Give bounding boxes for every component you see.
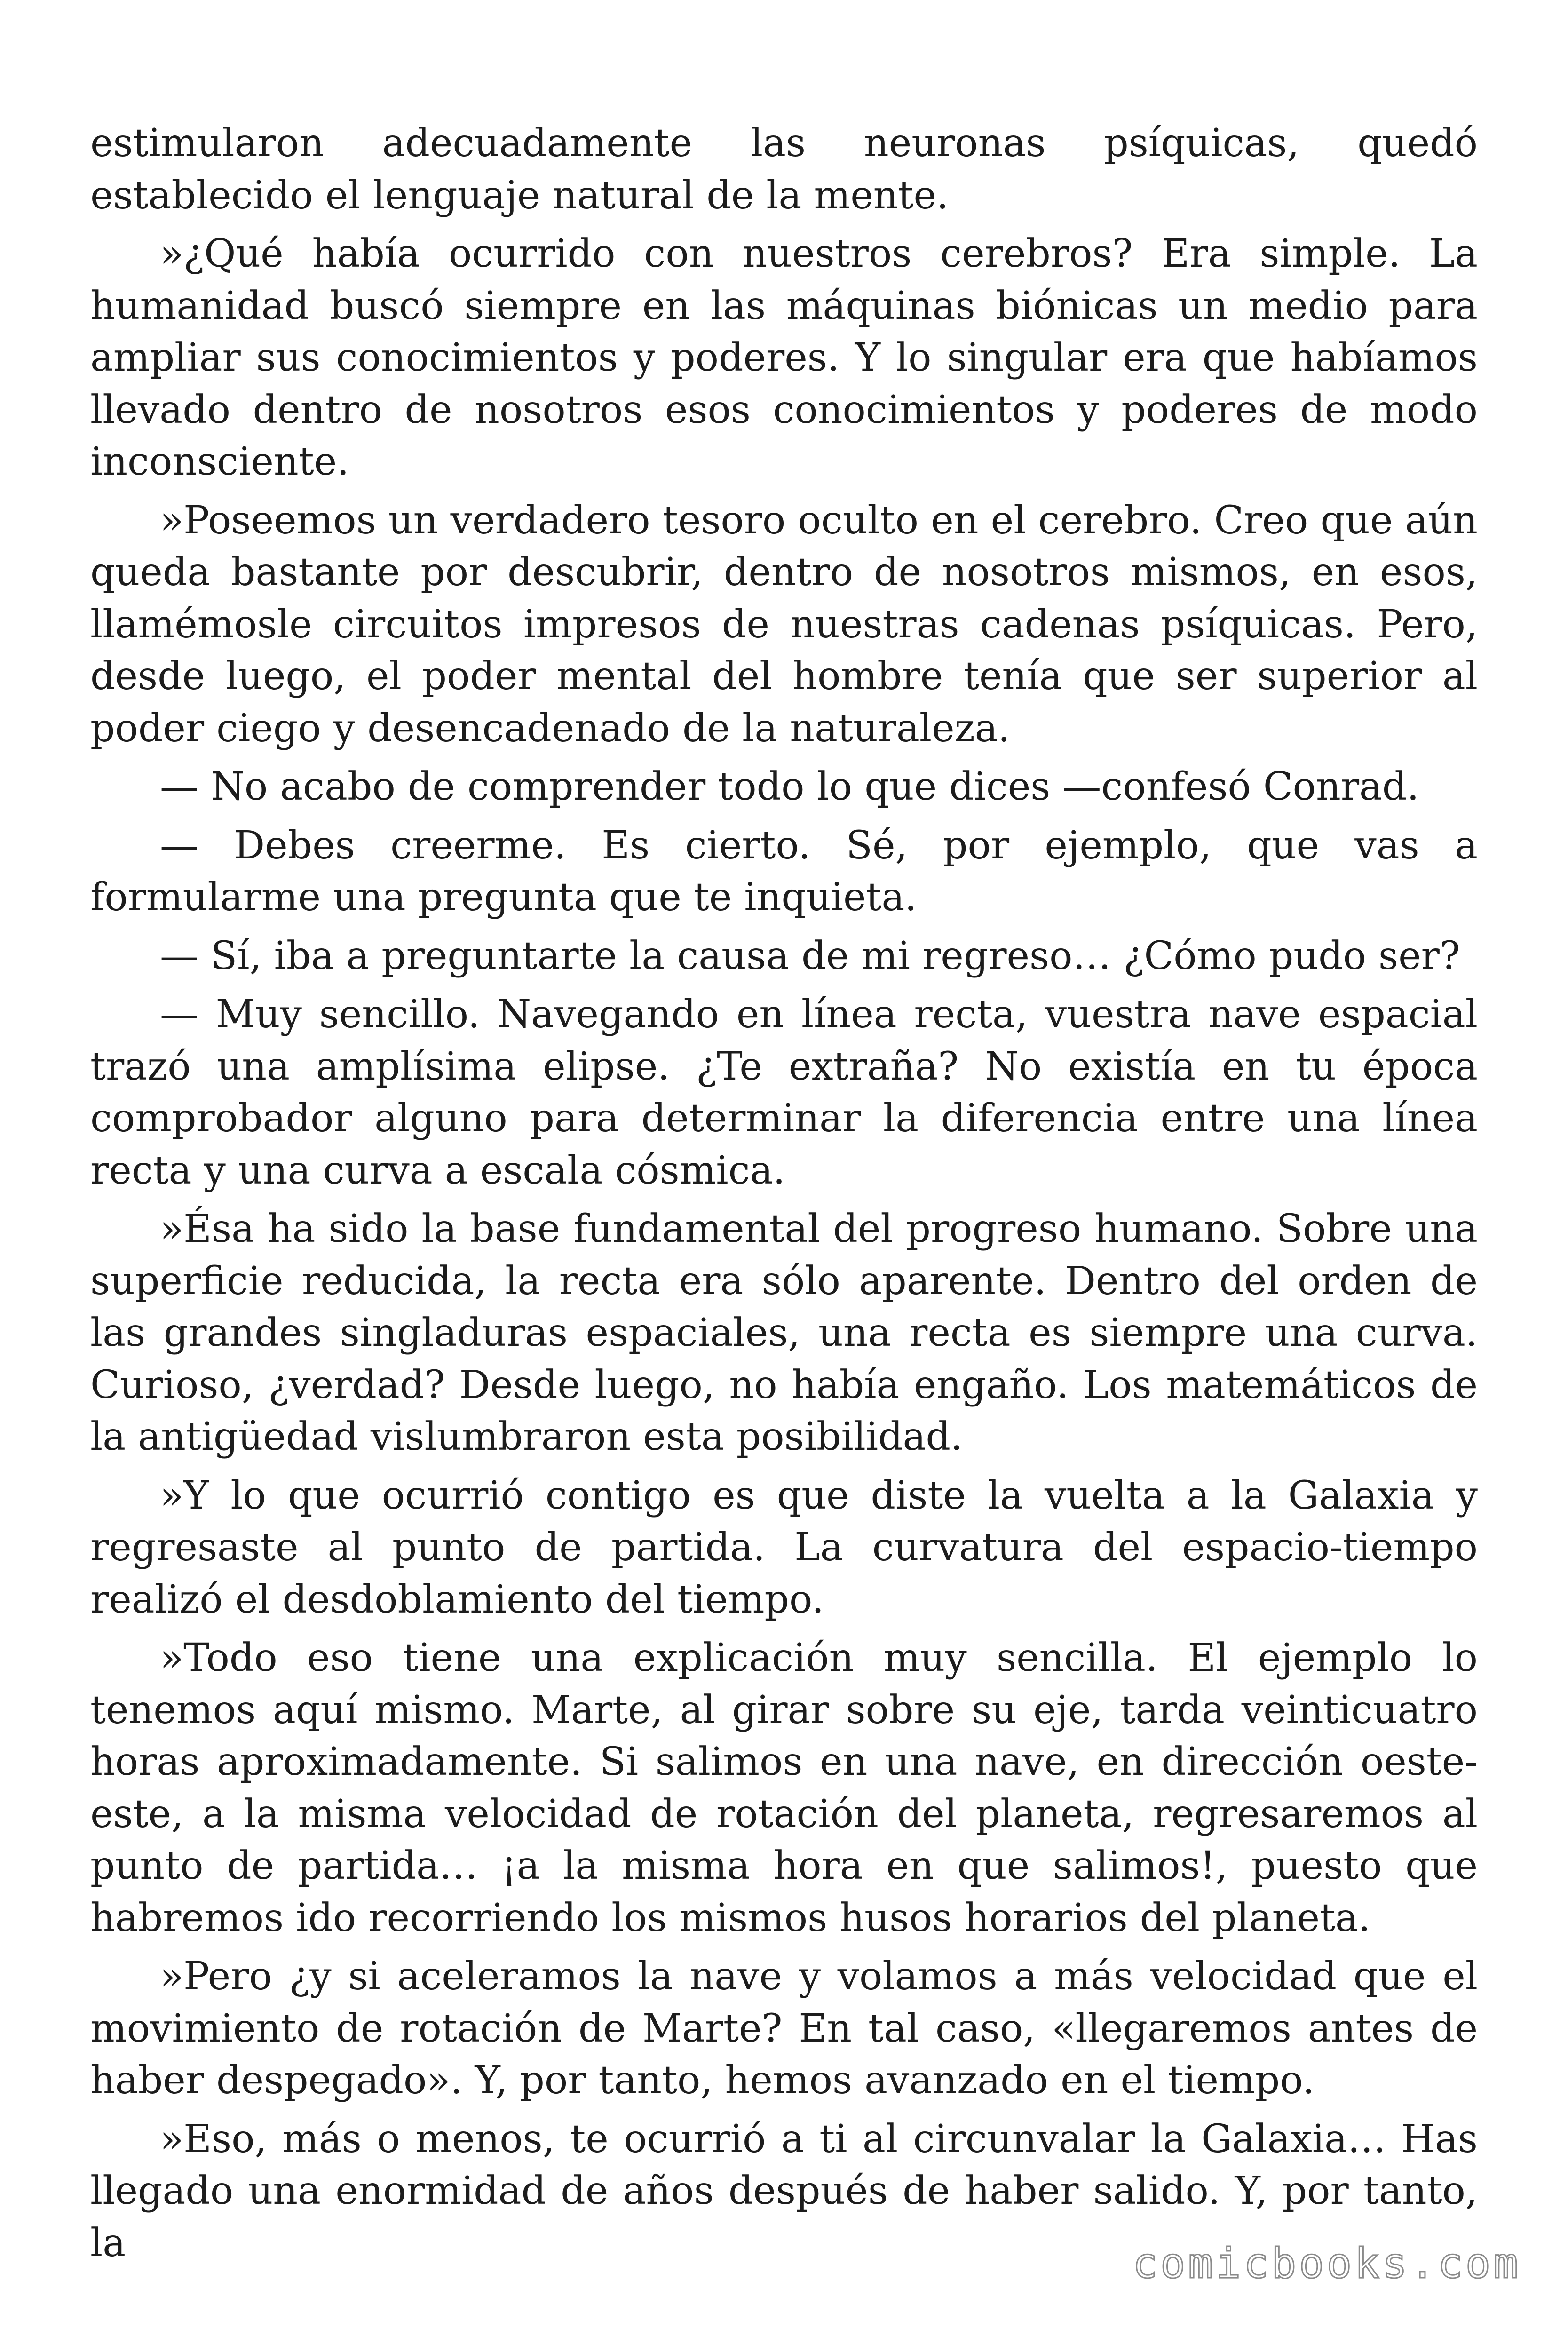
paragraph-10: »Todo eso tiene una explicación muy sencilla. El ejemplo lo tenemos aquí mismo. Marte, al girar sobre su eje, tarda veinticuatro horas aproximadamente. Si salimos en una nave, en dirección oeste-este, a la misma velocidad de rotación del planeta, regresaremos al punto de partida… ¡a la misma hora en que salimos!, puesto que habremos ido recorriendo los mismos husos horarios del planeta. xyxy=(90,1636,1478,1940)
paragraph-8: »Ésa ha sido la base fundamental del progreso humano. Sobre una superficie reducida, la recta era sólo aparente. Dentro del orden de las grandes singladuras espaciales, una recta es siempre una curva. Curioso, ¿verdad? Desde luego, no había engaño. Los matemáticos de la antigüedad vislumbraron esta posibilidad. xyxy=(90,1207,1478,1459)
paragraph-12: »Eso, más o menos, te ocurrió a ti al circunvalar la Galaxia… Has llegado una enormidad de años después de haber salido. Y, por tanto, la xyxy=(90,2116,1478,2265)
paragraph-6: — Sí, iba a preguntarte la causa de mi regreso… ¿Cómo pudo ser? xyxy=(160,933,1460,978)
watermark: comicbooks.com xyxy=(1132,2239,1521,2288)
paragraph-2: »¿Qué había ocurrido con nuestros cerebros? Era simple. La humanidad buscó siempre en las máquinas biónicas un medio para ampliar sus conocimientos y poderes. Y lo singular era que habíamos llevado dentro de nosotros esos conocimientos y poderes de modo inconsciente. xyxy=(90,231,1478,484)
paragraph-4: — No acabo de comprender todo lo que dices —confesó Conrad. xyxy=(160,764,1419,809)
paragraph-11: »Pero ¿y si aceleramos la nave y volamos a más velocidad que el movimiento de rotación de Marte? En tal caso, «llegaremos antes de haber despegado». Y, por tanto, hemos avanzado en el tiempo. xyxy=(90,1954,1478,2103)
paragraph-5: — Debes creerme. Es cierto. Sé, por ejemplo, que vas a formularme una pregunta que te inquieta. xyxy=(90,823,1478,920)
paragraph-7: — Muy sencillo. Navegando en línea recta, vuestra nave espacial trazó una amplísima elipse. ¿Te extraña? No existía en tu época comprobador alguno para determinar la diferencia entre una línea recta y una curva a escala cósmica. xyxy=(90,992,1478,1193)
page-text xyxy=(90,118,1478,2276)
paragraph-3: »Poseemos un verdadero tesoro oculto en el cerebro. Creo que aún queda bastante por descubrir, dentro de nosotros mismos, en esos, llamémosle circuitos impresos de nuestras cadenas psíquicas. Pero, desde luego, el poder mental del hombre tenía que ser superior al poder ciego y desencadenado de la naturaleza. xyxy=(90,498,1478,751)
paragraph-1: estimularon adecuadamente las neuronas psíquicas, quedó establecido el lenguaje natural de la mente. xyxy=(90,121,1478,218)
paragraph-9: »Y lo que ocurrió contigo es que diste la vuelta a la Galaxia y regresaste al punto de partida. La curvatura del espacio-tiempo realizó el desdoblamiento del tiempo. xyxy=(90,1473,1478,1622)
